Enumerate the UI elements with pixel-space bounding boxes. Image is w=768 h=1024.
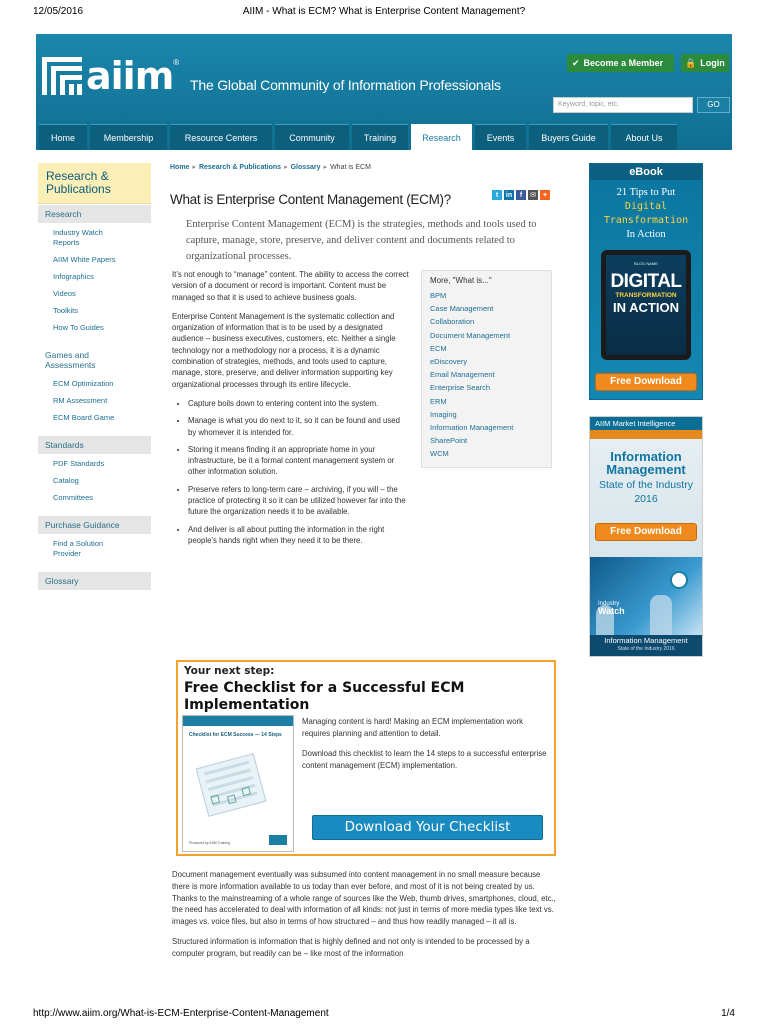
industry-watch-label bbox=[598, 601, 625, 617]
ebook-ad-tag: eBook bbox=[590, 164, 702, 180]
market-ad-strip bbox=[590, 430, 702, 439]
paragraph: Download this checklist to learn the 14 steps to a successful enterprise content management (ECM) implementation. bbox=[302, 749, 547, 770]
more-what-is-box bbox=[421, 270, 552, 468]
sidebar-section-games[interactable]: Games and Assessments bbox=[38, 345, 118, 374]
paragraph: Enterprise Content Management is the systematic collection and organization of information that is to be used by a designated audience – business executives, customers, etc. Neither a single technology nor a methodology nor a process, it is a dynamic combination of strategies, methods, and tools used to capture, manage, store, preserve, and deliver information supporting key organizational processes through its entire lifecycle. bbox=[172, 311, 396, 389]
market-ad-heading: Information Management bbox=[606, 449, 686, 477]
industry-watch-small: Industry bbox=[598, 601, 620, 607]
ebook-line: In Action bbox=[626, 229, 666, 240]
tablet-screen-top: BLOG NAME bbox=[634, 261, 658, 266]
login-button[interactable] bbox=[681, 54, 729, 72]
sidebar-item-rm-assessment[interactable]: RM Assessment bbox=[53, 396, 108, 405]
more-link[interactable]: ECM bbox=[430, 343, 447, 353]
facebook-icon[interactable]: f bbox=[516, 190, 526, 200]
breadcrumb-current: What is ECM bbox=[330, 164, 371, 171]
breadcrumb-home[interactable]: Home bbox=[170, 164, 190, 171]
more-link[interactable]: Imaging bbox=[430, 409, 457, 419]
logo-mark-icon bbox=[42, 57, 82, 95]
breadcrumb-arrow-icon: ▸ bbox=[323, 164, 328, 171]
more-link[interactable]: SharePoint bbox=[430, 436, 468, 446]
nav-events[interactable]: Events bbox=[475, 124, 526, 150]
person-figure bbox=[650, 595, 672, 635]
paragraph: Document management eventually was subsumed into content management in no small measure because there is more information available to us today than ever before, and most of it is not being created by us. Thanks to the mainstreaming of a whole range of sources like the Web, thumb drives, smartphones, cloud, etc., the need has accelerated to deal with information of all kinds: not just in terms of more media types like text vs. images vs. voice files, but also in terms of how structured – and thus how readily managed – it all is. bbox=[172, 870, 556, 927]
breadcrumb bbox=[170, 163, 560, 175]
ebook-download-button[interactable]: Free Download bbox=[595, 373, 697, 391]
sidebar-section-research[interactable]: Research bbox=[38, 204, 151, 223]
print-page-number: 1/4 bbox=[721, 1008, 735, 1019]
article-body bbox=[172, 269, 410, 552]
shield-icon bbox=[670, 571, 688, 589]
tablet-screen-mid: TRANSFORMATION bbox=[615, 292, 677, 299]
print-date: 12/05/2016 bbox=[33, 6, 84, 17]
login-label: Login bbox=[700, 58, 725, 68]
breadcrumb-arrow-icon: ▸ bbox=[192, 164, 196, 171]
main-content bbox=[170, 163, 560, 958]
download-checklist-button[interactable]: Download Your Checklist bbox=[312, 815, 543, 840]
share-bar bbox=[492, 190, 552, 200]
sidebar-item-toolkits[interactable]: Toolkits bbox=[53, 306, 79, 315]
sidebar-item-white-papers[interactable]: AIIM White Papers bbox=[53, 255, 116, 264]
print-footer bbox=[0, 1000, 768, 1024]
market-ad-subheading: State of the Industry 2016 bbox=[599, 479, 693, 505]
print-header bbox=[0, 0, 768, 24]
nav-about-us[interactable]: About Us bbox=[611, 124, 677, 150]
more-link[interactable]: Collaboration bbox=[430, 317, 475, 327]
sidebar-section-glossary[interactable]: Glossary bbox=[38, 571, 151, 590]
tablet-screen-big: DIGITAL bbox=[610, 271, 682, 292]
ebook-line: Transformation bbox=[603, 215, 689, 226]
search-go-button[interactable]: GO bbox=[697, 97, 730, 113]
checkmark-icon: ✔ bbox=[572, 57, 580, 68]
lifecycle-list bbox=[188, 398, 410, 546]
checklist-promo bbox=[176, 660, 556, 856]
page-title: What is Enterprise Content Management (ECM)? bbox=[170, 192, 451, 207]
ebook-line: Digital bbox=[624, 201, 668, 212]
lock-icon: 🔒 bbox=[685, 57, 697, 68]
nav-community[interactable]: Community bbox=[275, 124, 349, 150]
more-link[interactable]: WCM bbox=[430, 449, 449, 459]
intro-paragraph: Enterprise Content Management (ECM) is the strategies, methods and tools used to capture, manage, store, preserve, and deliver content and documents related to organizational processes. bbox=[186, 219, 537, 262]
sidebar-item-find-provider[interactable]: Find a Solution Provider bbox=[53, 539, 104, 558]
sidebar-item-ecm-board-game[interactable]: ECM Board Game bbox=[53, 413, 115, 422]
print-url: http://www.aiim.org/What-is-ECM-Enterprise-Content-Management bbox=[33, 1008, 329, 1019]
industry-watch-image bbox=[590, 557, 702, 635]
email-icon[interactable]: ✉ bbox=[528, 190, 538, 200]
nav-buyers-guide[interactable]: Buyers Guide bbox=[529, 124, 608, 150]
promo-body bbox=[302, 716, 552, 780]
market-ad-footer-title: Information Management bbox=[604, 636, 688, 645]
sidebar-item-how-to-guides[interactable]: How To Guides bbox=[53, 323, 104, 332]
article-body-continued bbox=[172, 869, 557, 968]
become-member-button[interactable] bbox=[567, 54, 674, 72]
industry-watch-big: Watch bbox=[598, 606, 625, 616]
nav-home[interactable]: Home bbox=[39, 124, 87, 150]
sidebar-item-videos[interactable]: Videos bbox=[53, 289, 76, 298]
more-link[interactable]: BPM bbox=[430, 291, 447, 300]
more-link[interactable]: Enterprise Search bbox=[430, 383, 491, 393]
more-link[interactable]: ERM bbox=[430, 396, 447, 406]
become-member-label: Become a Member bbox=[583, 58, 664, 68]
paragraph: It’s not enough to “manage” content. The ability to access the correct version of a document or record is important. Content must be managed so that it is used to achieve business goals. bbox=[172, 270, 409, 302]
main-nav bbox=[36, 124, 732, 150]
market-ad-footer bbox=[590, 635, 702, 656]
sidebar-item-industry-watch[interactable]: Industry Watch Reports bbox=[53, 228, 103, 247]
nav-training[interactable]: Training bbox=[352, 124, 408, 150]
market-download-button[interactable]: Free Download bbox=[595, 523, 697, 541]
site-tagline: The Global Community of Information Professionals bbox=[190, 77, 501, 93]
nav-resource-centers[interactable]: Resource Centers bbox=[170, 124, 272, 150]
more-link[interactable]: Information Management bbox=[430, 422, 514, 432]
sidebar-item-catalog[interactable]: Catalog bbox=[53, 476, 79, 485]
aiim-logo[interactable] bbox=[42, 56, 179, 96]
breadcrumb-glossary[interactable]: Glossary bbox=[290, 164, 321, 171]
aiim-logo-small bbox=[269, 835, 287, 845]
more-link[interactable]: Document Management bbox=[430, 330, 511, 340]
nav-research[interactable]: Research bbox=[411, 124, 472, 150]
paragraph: Managing content is hard! Making an ECM implementation work requires planning and attention to detail. bbox=[302, 717, 524, 738]
list-item: • Storing it means finding it an appropriate home in your infrastructure, be it a formal content management system or other information solution. bbox=[188, 444, 410, 478]
ebook-line: 21 Tips to Put bbox=[616, 187, 676, 198]
list-item: • And deliver is all about putting the information in the right people’s hands right when they need it to be there. bbox=[188, 524, 410, 547]
sidebar-item-infographics[interactable]: Infographics bbox=[53, 272, 94, 281]
logo-text: aiim bbox=[86, 54, 174, 98]
more-box-title: More, "What is..." bbox=[430, 276, 492, 285]
sidebar bbox=[38, 163, 151, 590]
sidebar-section-purchase-guidance[interactable]: Purchase Guidance bbox=[38, 515, 151, 534]
sidebar-item-committees[interactable]: Committees bbox=[53, 493, 94, 502]
site-header bbox=[36, 34, 732, 150]
more-share-icon[interactable]: + bbox=[540, 190, 550, 200]
checklist-cover-title: Checklist for ECM Success — 14 Steps bbox=[189, 732, 282, 738]
sidebar-heading[interactable]: Research & Publications bbox=[38, 163, 151, 204]
more-link[interactable]: Email Management bbox=[430, 370, 495, 380]
list-item: • Capture boils down to entering content into the system. bbox=[188, 398, 410, 409]
tablet-screen-bottom: IN ACTION bbox=[613, 300, 679, 315]
market-ad-footer-sub: State of the Industry 2016 bbox=[617, 646, 675, 652]
sidebar-item-ecm-optimization[interactable]: ECM Optimization bbox=[53, 379, 114, 388]
checklist-cover-image[interactable] bbox=[182, 715, 294, 852]
checklist-cover-footer: Produced by AIIM Training bbox=[189, 841, 231, 845]
promo-pretitle: Your next step: bbox=[184, 665, 275, 677]
market-ad-tag: AIIM Market Intelligence bbox=[590, 417, 702, 430]
print-title: AIIM - What is ECM? What is Enterprise Content Management? bbox=[242, 6, 526, 17]
paragraph: Structured information is information that is highly defined and not only is intended to be processed by a computer program, but readily can be – like most of the information bbox=[172, 936, 530, 958]
logo-registered: ® bbox=[173, 58, 180, 67]
checklist-illustration bbox=[196, 753, 267, 817]
ebook-ad-headline bbox=[590, 186, 702, 242]
twitter-icon[interactable]: t bbox=[492, 190, 502, 200]
ebook-ad[interactable] bbox=[589, 163, 703, 400]
more-link[interactable]: eDiscovery bbox=[430, 356, 468, 366]
market-intelligence-ad[interactable] bbox=[589, 416, 703, 657]
tablet-image bbox=[601, 250, 691, 360]
linkedin-icon[interactable]: in bbox=[505, 191, 513, 199]
sidebar-section-standards[interactable]: Standards bbox=[38, 435, 151, 454]
sidebar-item-pdf-standards[interactable]: PDF Standards bbox=[53, 459, 105, 468]
list-item: • Manage is what you do next to it, so it can be found and used by whomever it is intended for. bbox=[188, 415, 410, 438]
breadcrumb-arrow-icon: ▸ bbox=[284, 164, 288, 171]
promo-title: Free Checklist for a Successful ECM Implementation bbox=[184, 680, 465, 713]
more-link[interactable]: Case Management bbox=[430, 304, 494, 314]
breadcrumb-research[interactable]: Research & Publications bbox=[198, 164, 282, 171]
list-item: • Preserve refers to long-term care – archiving, if you will – the practice of protecting it so it can be utilized however far into the future the organization needs it to be available. bbox=[188, 484, 410, 518]
market-ad-body bbox=[590, 439, 702, 557]
search-input[interactable]: Keyword, topic, etc. bbox=[553, 97, 693, 113]
nav-membership[interactable]: Membership bbox=[90, 124, 167, 150]
web-page bbox=[36, 34, 732, 1000]
